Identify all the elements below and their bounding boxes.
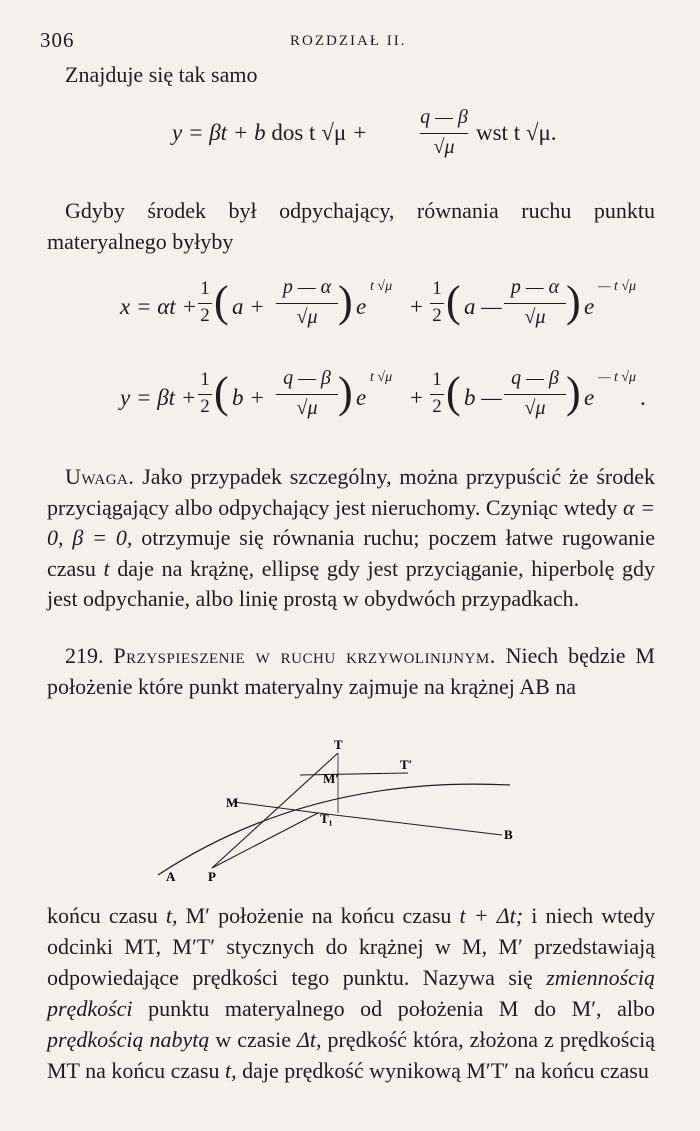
p2-t2: t, xyxy=(225,1058,237,1083)
eq2-plus: + xyxy=(410,294,423,319)
eq3-half2-num: 1 xyxy=(432,369,442,390)
p2-s1: końcu czasu xyxy=(47,903,158,928)
label-t1: T₁ xyxy=(320,811,333,826)
p2-s5: w czasie xyxy=(215,1027,291,1052)
eq3-bar2 xyxy=(504,394,566,395)
section-text: Niech będzie M położenie które punkt materyalny zajmuje na krążnej AB na xyxy=(47,643,655,699)
eq3-half2-den: 2 xyxy=(432,396,442,417)
eq3-paren-open: ( xyxy=(214,368,229,417)
eq2-e2: e xyxy=(584,294,595,319)
paragraph-1 xyxy=(47,196,655,257)
eq2-paren-open: ( xyxy=(214,277,229,326)
intro-line: Znajduje się tak samo xyxy=(65,62,258,87)
label-a: A xyxy=(166,869,176,884)
page-number: 306 xyxy=(40,28,75,52)
p2-term1: zmiennością prędkości xyxy=(47,965,656,1021)
eq2-num1: p — α xyxy=(282,276,332,298)
eq2-half2-den: 2 xyxy=(432,305,442,326)
paragraph-1-text: Gdyby środek był odpychający, równania ruchu punktu materyalnego byłyby xyxy=(47,198,655,254)
eq2-exp2: — t √μ xyxy=(598,279,637,294)
eq3-b-part: b + xyxy=(232,385,265,410)
eq2-paren2-open: ( xyxy=(446,277,461,326)
eq3-den2: √μ xyxy=(524,397,546,419)
label-p: P xyxy=(208,869,216,884)
eq3-plus: + xyxy=(410,385,423,410)
eq2-a-part: a + xyxy=(232,294,265,319)
running-title: ROZDZIAŁ II. xyxy=(290,33,407,49)
p2-dt: Δt, xyxy=(296,1027,322,1052)
eq2-num2: p — α xyxy=(510,276,560,298)
p2-s2: M′ położenie na końcu czasu xyxy=(185,903,452,928)
eq1-frac-num: q — β xyxy=(420,106,468,128)
p2-s4: punktu materyalnego od położenia M do M′, albo xyxy=(148,996,656,1021)
remark-text-a: Jako przypadek szczególny, można przypuścić że środek przyciągający albo odpychający jest nieruchomy. Czyniąc wtedy xyxy=(47,464,656,520)
eq2-half-bar xyxy=(198,303,212,304)
eq2-e1: e xyxy=(356,294,367,319)
eq2-half-num: 1 xyxy=(200,278,210,299)
eq3-num2: q — β xyxy=(511,367,559,389)
eq2-paren2-close: ) xyxy=(566,277,581,326)
eq3-bar1 xyxy=(276,394,338,395)
remark-text-c: daje na krążnę, ellipsę gdy jest przyciąganie, hiperbolę gdy jest odpychanie, albo linię prostą w obydwóch przypadkach. xyxy=(47,555,655,611)
eq3-paren2-close: ) xyxy=(566,368,581,417)
eq1-frac-bar xyxy=(420,133,468,134)
segment-to-b xyxy=(318,813,502,835)
eq3-e1: e xyxy=(356,385,367,410)
label-m: M xyxy=(226,795,239,810)
eq2-half-den: 2 xyxy=(200,305,210,326)
p2-s7: daje prędkość wynikową M′T′ na końcu czasu xyxy=(242,1058,649,1083)
label-t: T xyxy=(334,737,343,752)
eq3-b2-part: b — xyxy=(464,385,502,410)
eq2-bar1 xyxy=(276,303,338,304)
eq2-half2-bar xyxy=(430,303,444,304)
segment-p-t1 xyxy=(212,813,318,868)
section-219 xyxy=(47,641,655,702)
remark-label: Uwaga. xyxy=(65,464,135,489)
eq2-lead: x = αt + xyxy=(120,294,197,319)
eq3-den1: √μ xyxy=(296,397,318,419)
eq3-exp1: t √μ xyxy=(370,370,393,385)
label-t-prime: T′ xyxy=(400,757,413,772)
remark xyxy=(47,462,655,615)
p2-t: t, xyxy=(165,903,178,928)
eq3-num1: q — β xyxy=(283,367,331,389)
eq1-frac-den: √μ xyxy=(433,136,455,158)
p2-s6: prędkość która, złożona z prędkością MT na końcu czasu xyxy=(47,1027,655,1083)
eq1-plus: + xyxy=(351,120,368,145)
eq3-paren2-open: ( xyxy=(446,368,461,417)
eq3-half-num: 1 xyxy=(200,369,210,390)
remark-t: t xyxy=(103,555,110,581)
eq3-half2-bar xyxy=(430,394,444,395)
eq1-tail: wst t √μ. xyxy=(476,120,557,145)
equation-1 xyxy=(172,120,367,146)
eq3-half-den: 2 xyxy=(200,396,210,417)
eq3-lead: y = βt + xyxy=(120,385,197,410)
eq2-a2-part: a — xyxy=(464,294,502,319)
eq2-half2-num: 1 xyxy=(432,278,442,299)
section-title: Przyspieszenie w ruchu krzywolinijnym. xyxy=(113,643,496,668)
paragraph-2 xyxy=(47,900,655,1086)
p2-term2: prędkością nabytą xyxy=(47,1027,210,1052)
eq2-den1: √μ xyxy=(296,306,318,328)
eq3-paren-close: ) xyxy=(338,368,353,417)
eq3-end: . xyxy=(640,385,646,410)
section-number: 219. xyxy=(65,643,104,668)
label-b: B xyxy=(504,827,513,842)
eq3-e2: e xyxy=(584,385,595,410)
eq3-exp2: — t √μ xyxy=(598,370,637,385)
p2-tdt: t + Δt; xyxy=(459,903,524,928)
remark-condition: α = 0, β = 0, xyxy=(47,494,656,550)
eq2-bar2 xyxy=(504,303,566,304)
eq2-den2: √μ xyxy=(524,306,546,328)
curve-figure xyxy=(150,735,530,885)
eq1-lhs: y = βt + b xyxy=(172,120,266,145)
p2-s3: i niech wtedy odcinki MT, M′T′ stycznych do krążnej w M, M′ przedstawiają odpowiedające prędkości tego punktu. Nazywa się xyxy=(47,903,655,990)
label-m-prime: M′ xyxy=(323,771,339,786)
remark-text-b: otrzymuje się równania ruchu; poczem łatwe rugowanie czasu xyxy=(47,525,655,581)
eq2-exp1: t √μ xyxy=(370,279,393,294)
eq3-half-bar xyxy=(198,394,212,395)
eq2-paren-close: ) xyxy=(338,277,353,326)
eq1-cos: dos t √μ xyxy=(271,120,347,145)
